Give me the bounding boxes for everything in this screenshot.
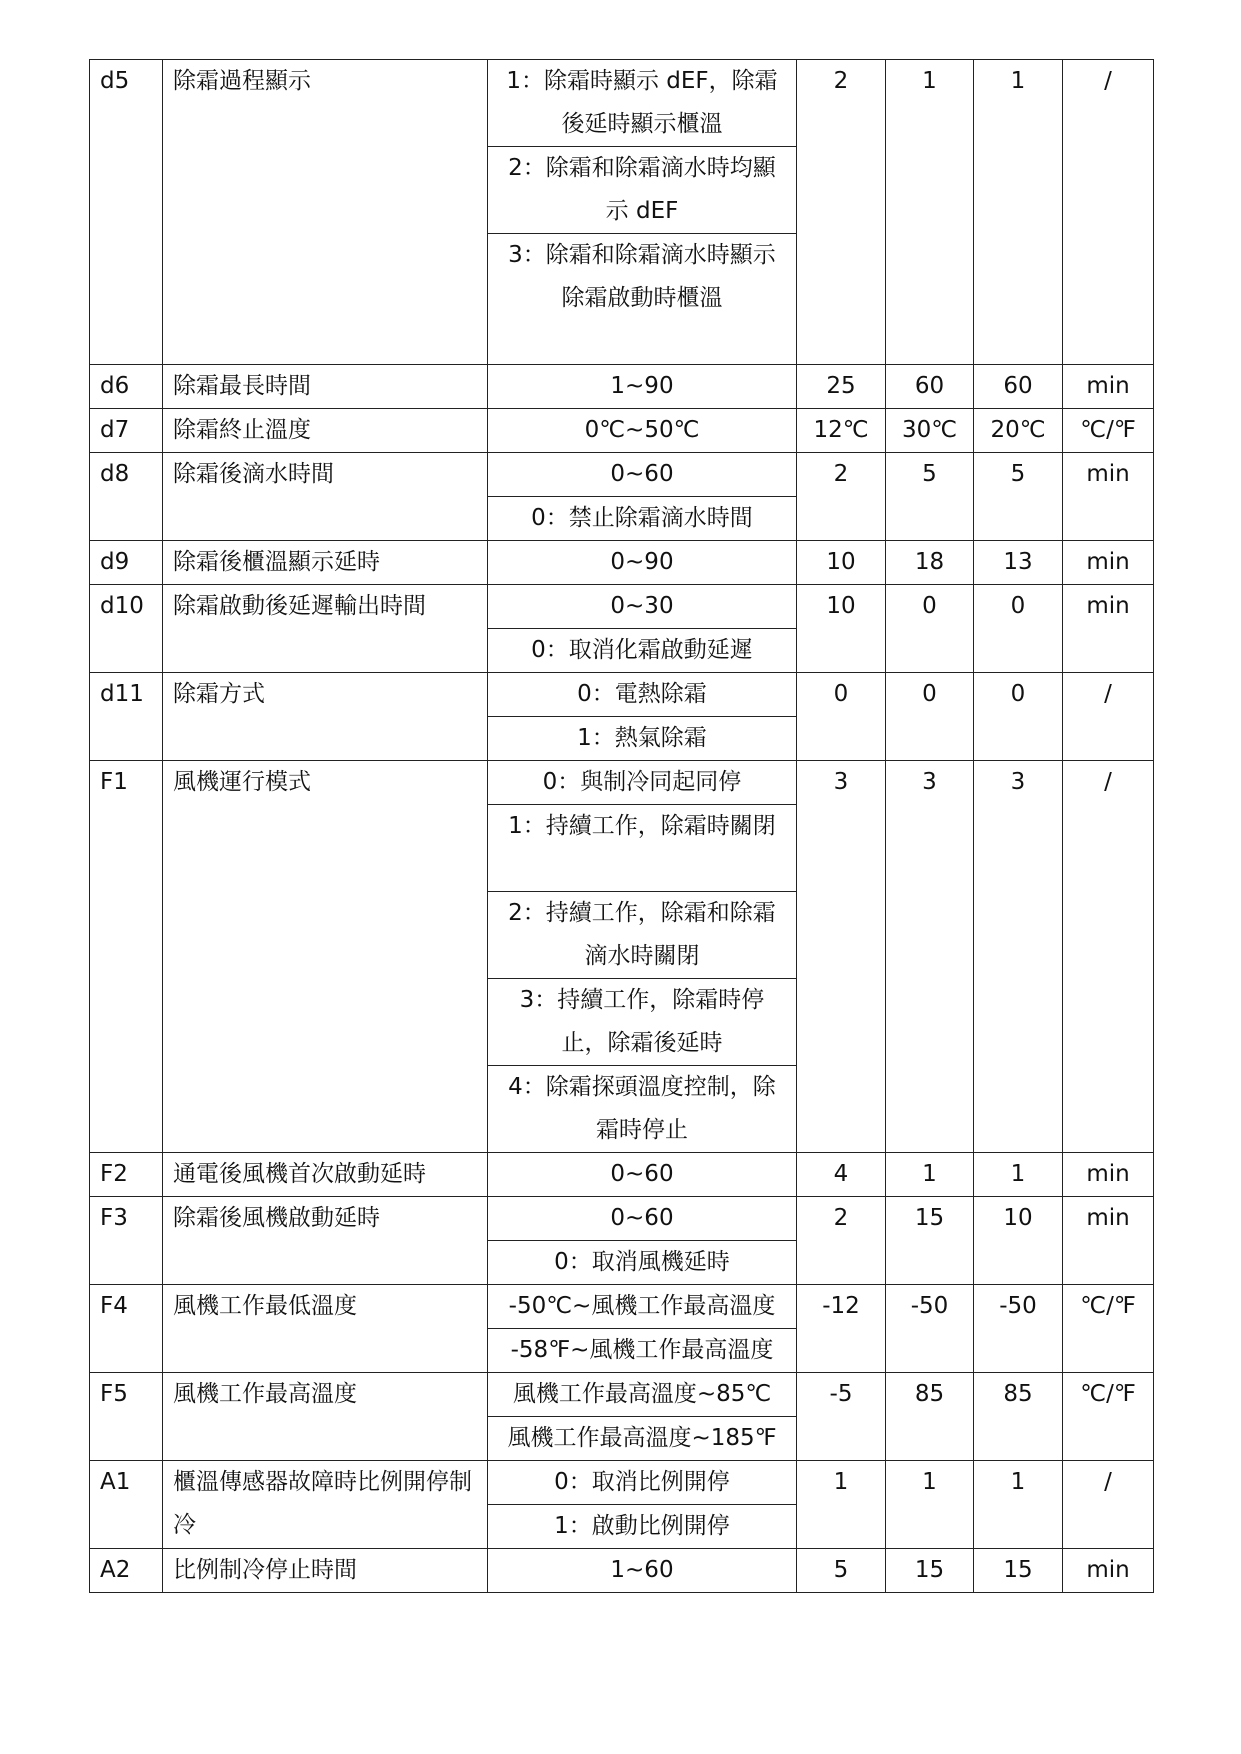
param-value-2: 1 — [886, 1153, 974, 1197]
param-name: 風機運行模式 — [163, 761, 488, 1153]
param-value-3: 1 — [974, 60, 1063, 365]
param-range: 0~60 — [488, 1153, 797, 1197]
param-value-1: 1 — [797, 1461, 886, 1549]
param-range: 4：除霜探頭溫度控制，除霜時停止 — [488, 1066, 797, 1153]
table-row — [90, 60, 1154, 147]
parameter-table — [89, 59, 1154, 1593]
param-unit: / — [1063, 60, 1154, 365]
param-value-1: 10 — [797, 541, 886, 585]
param-range: 1：除霜時顯示 dEF，除霜後延時顯示櫃溫 — [488, 60, 797, 147]
param-unit: / — [1063, 673, 1154, 761]
param-range: 1~60 — [488, 1549, 797, 1593]
param-value-1: 2 — [797, 453, 886, 541]
param-unit: min — [1063, 453, 1154, 541]
param-value-3: -50 — [974, 1285, 1063, 1373]
param-range: 0：電熱除霜 — [488, 673, 797, 717]
param-value-3: 5 — [974, 453, 1063, 541]
param-value-2: -50 — [886, 1285, 974, 1373]
param-unit: min — [1063, 585, 1154, 673]
param-range: 2：除霜和除霜滴水時均顯示 dEF — [488, 147, 797, 234]
param-range: 3：持續工作，除霜時停止，除霜後延時 — [488, 979, 797, 1066]
param-value-1: -5 — [797, 1373, 886, 1461]
param-value-1: 2 — [797, 1197, 886, 1285]
param-code: F4 — [90, 1285, 163, 1373]
param-range: 1：熱氣除霜 — [488, 717, 797, 761]
param-range: 0~60 — [488, 1197, 797, 1241]
param-code: d9 — [90, 541, 163, 585]
param-range: 0：與制冷同起同停 — [488, 761, 797, 805]
table-row — [90, 541, 1154, 585]
table-row — [90, 1549, 1154, 1593]
param-range: 3：除霜和除霜滴水時顯示除霜啟動時櫃溫 — [488, 234, 797, 365]
param-value-1: 3 — [797, 761, 886, 1153]
table-row — [90, 1285, 1154, 1329]
param-range: 0：禁止除霜滴水時間 — [488, 497, 797, 541]
param-value-3: 20℃ — [974, 409, 1063, 453]
param-value-1: 2 — [797, 60, 886, 365]
param-code: d8 — [90, 453, 163, 541]
param-value-3: 13 — [974, 541, 1063, 585]
param-name: 櫃溫傳感器故障時比例開停制冷 — [163, 1461, 488, 1549]
param-value-3: 15 — [974, 1549, 1063, 1593]
param-name: 除霜後櫃溫顯示延時 — [163, 541, 488, 585]
param-name: 比例制冷停止時間 — [163, 1549, 488, 1593]
param-range: 0~60 — [488, 453, 797, 497]
param-value-1: 5 — [797, 1549, 886, 1593]
param-code: d10 — [90, 585, 163, 673]
param-value-2: 3 — [886, 761, 974, 1153]
param-name: 風機工作最低溫度 — [163, 1285, 488, 1373]
param-unit: ℃/℉ — [1063, 1285, 1154, 1373]
param-range: 0：取消化霜啟動延遲 — [488, 629, 797, 673]
param-value-2: 1 — [886, 60, 974, 365]
param-code: d6 — [90, 365, 163, 409]
param-code: d5 — [90, 60, 163, 365]
param-value-3: 0 — [974, 585, 1063, 673]
param-value-2: 0 — [886, 673, 974, 761]
param-value-2: 15 — [886, 1549, 974, 1593]
param-range: 0~90 — [488, 541, 797, 585]
table-row — [90, 1197, 1154, 1241]
param-code: F3 — [90, 1197, 163, 1285]
param-value-2: 5 — [886, 453, 974, 541]
param-name: 除霜方式 — [163, 673, 488, 761]
param-value-2: 18 — [886, 541, 974, 585]
param-range: -58℉~風機工作最高溫度 — [488, 1329, 797, 1373]
param-range: 風機工作最高溫度~85℃ — [488, 1373, 797, 1417]
param-unit: min — [1063, 365, 1154, 409]
table-row — [90, 365, 1154, 409]
param-range: 1~90 — [488, 365, 797, 409]
param-value-1: 4 — [797, 1153, 886, 1197]
param-code: F5 — [90, 1373, 163, 1461]
param-value-1: 12℃ — [797, 409, 886, 453]
param-unit: min — [1063, 1549, 1154, 1593]
param-range: 0~30 — [488, 585, 797, 629]
table-row — [90, 1461, 1154, 1505]
param-value-3: 3 — [974, 761, 1063, 1153]
param-unit: ℃/℉ — [1063, 409, 1154, 453]
table-row — [90, 409, 1154, 453]
param-value-2: 30℃ — [886, 409, 974, 453]
param-value-3: 1 — [974, 1461, 1063, 1549]
param-value-1: -12 — [797, 1285, 886, 1373]
param-value-3: 85 — [974, 1373, 1063, 1461]
param-unit: / — [1063, 761, 1154, 1153]
table-row — [90, 673, 1154, 717]
param-value-3: 10 — [974, 1197, 1063, 1285]
table-row — [90, 761, 1154, 805]
param-code: F1 — [90, 761, 163, 1153]
param-name: 通電後風機首次啟動延時 — [163, 1153, 488, 1197]
param-value-1: 25 — [797, 365, 886, 409]
param-value-2: 1 — [886, 1461, 974, 1549]
param-value-3: 1 — [974, 1153, 1063, 1197]
param-value-1: 0 — [797, 673, 886, 761]
param-value-2: 0 — [886, 585, 974, 673]
param-unit: min — [1063, 541, 1154, 585]
param-name: 除霜過程顯示 — [163, 60, 488, 365]
param-range: 0：取消比例開停 — [488, 1461, 797, 1505]
param-unit: min — [1063, 1197, 1154, 1285]
param-value-2: 85 — [886, 1373, 974, 1461]
table-row — [90, 585, 1154, 629]
param-range: -50℃~風機工作最高溫度 — [488, 1285, 797, 1329]
param-name: 除霜最長時間 — [163, 365, 488, 409]
param-unit: min — [1063, 1153, 1154, 1197]
param-code: A1 — [90, 1461, 163, 1549]
table-row — [90, 1373, 1154, 1417]
param-unit: / — [1063, 1461, 1154, 1549]
param-unit: ℃/℉ — [1063, 1373, 1154, 1461]
param-name: 除霜終止溫度 — [163, 409, 488, 453]
param-value-2: 60 — [886, 365, 974, 409]
param-range: 0℃~50℃ — [488, 409, 797, 453]
param-range: 1：持續工作，除霜時關閉 — [488, 805, 797, 892]
table-row — [90, 1153, 1154, 1197]
param-code: d7 — [90, 409, 163, 453]
param-value-3: 0 — [974, 673, 1063, 761]
param-code: d11 — [90, 673, 163, 761]
param-value-3: 60 — [974, 365, 1063, 409]
param-code: A2 — [90, 1549, 163, 1593]
param-name: 除霜後風機啟動延時 — [163, 1197, 488, 1285]
param-name: 風機工作最高溫度 — [163, 1373, 488, 1461]
param-range: 1：啟動比例開停 — [488, 1505, 797, 1549]
param-range: 風機工作最高溫度~185℉ — [488, 1417, 797, 1461]
param-name: 除霜啟動後延遲輸出時間 — [163, 585, 488, 673]
param-code: F2 — [90, 1153, 163, 1197]
param-range: 0：取消風機延時 — [488, 1241, 797, 1285]
param-range: 2：持續工作，除霜和除霜滴水時關閉 — [488, 892, 797, 979]
param-value-1: 10 — [797, 585, 886, 673]
param-value-2: 15 — [886, 1197, 974, 1285]
table-row — [90, 453, 1154, 497]
param-name: 除霜後滴水時間 — [163, 453, 488, 541]
